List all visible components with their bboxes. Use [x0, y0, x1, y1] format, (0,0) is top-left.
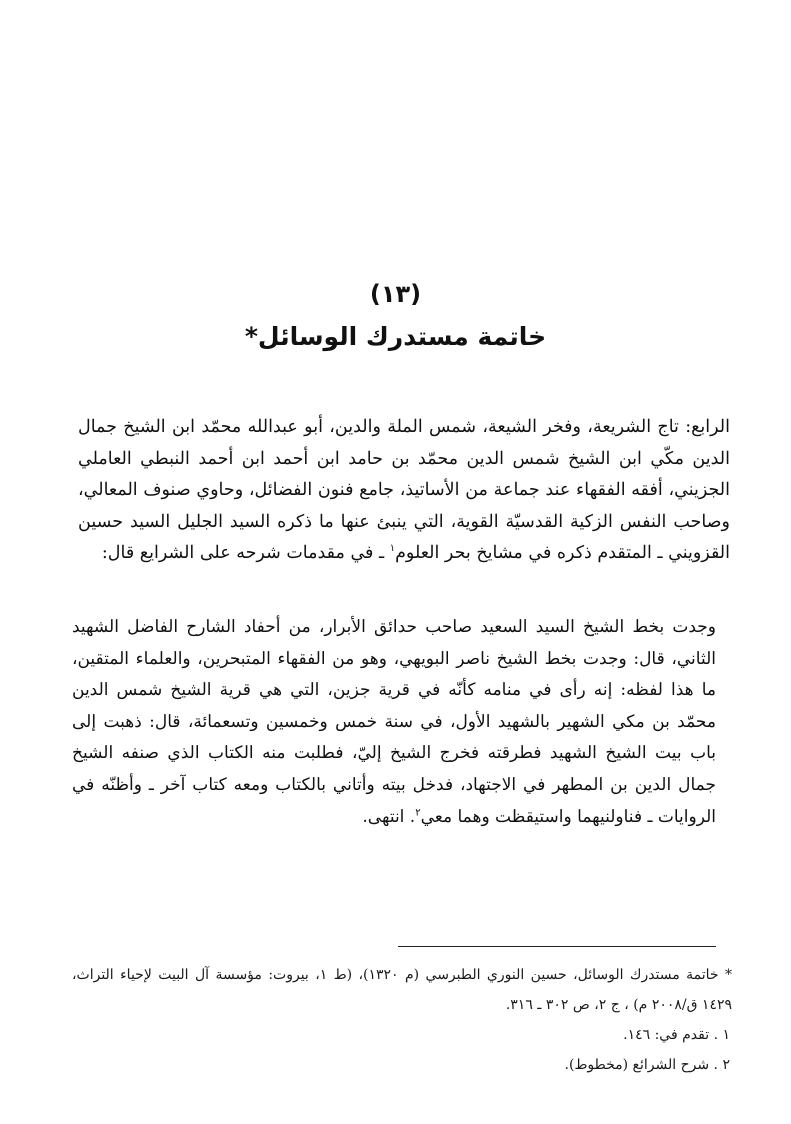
chapter-number: (١٣): [369, 280, 422, 308]
quoted-passage: [72, 612, 716, 833]
quote-text-end: . انتهى.: [362, 806, 416, 827]
intro-text: الرابع: تاج الشريعة، وفخر الشيعة، شمس الملة والدين، أبو عبدالله محمّد ابن الشيخ جمال الدين مكّي ابن الشيخ شمس الدين محمّد بن حامد ابن أحمد ابن أحمد النبطي العاملي الجزيني، أفقه الفقهاء عند جماعة من الأساتيذ، جامع فنون الفضائل، وحاوي صنوف المعالي، وصاحب النفس الزكية القدسيّة القوية، التي ينبئ عنها ما ذكره السيد الجليل السيد حسين القزويني ـ المتقدم ذكره في مشايخ بحر العلوم: [78, 417, 730, 563]
footnote-divider: [398, 946, 716, 947]
intro-paragraph: [78, 412, 730, 570]
quote-text: وجدت بخط الشيخ السيد السعيد صاحب حدائق الأبرار، من أحفاد الشارح الفاضل الشهيد الثاني، قال: وجدت بخط الشيخ ناصر البويهي، وهو من الفقهاء المتبحرين، والعلماء المتقين، ما هذا لفظه: إنه رأى في منامه كأنّه في قرية جزين، التي هي قرية الشيخ شمس الدين محمّد بن مكي الشهير بالشهيد الأول، في سنة خمس وخمسين وتسعمائة، قال: ذهبت إلى باب بيت الشيخ الشهيد فطرقته فخرج الشيخ إليّ، فطلبت منه الكتاب الذي صنفه الشيخ جمال الدين بن المطهر في الاجتهاد، فدخل بيته وأتاني بالكتاب ومعه كتاب آخر ـ وأظنّه في الروايات ـ فناولنيهما واستيقظت وهما معي: [72, 617, 716, 827]
footnote-1: ١ . تقدم في: ١٤٦.: [623, 1027, 730, 1043]
footnote-2: ٢ . شرح الشرائع (مخطوط).: [564, 1057, 730, 1073]
footnote-ref-1[interactable]: ١: [389, 543, 396, 555]
intro-text-end: ـ في مقدمات شرحه على الشرايع قال:: [101, 543, 390, 563]
footnote-ref-2[interactable]: ٢: [415, 806, 421, 818]
source-footnote: * خاتمة مستدرك الوسائل، حسين النوري الطبرسي (م ١٣٢٠)، (ط ١، بيروت: مؤسسة آل البيت لإحياء التراث، ١٤٢٩ ق/٢٠٠٨ م) ، ج ٢، ص ٣٠٢ ـ ٣١٦.: [72, 967, 732, 1013]
chapter-title: خاتمة مستدرك الوسائل*: [244, 322, 547, 351]
footnotes: [72, 960, 732, 1080]
